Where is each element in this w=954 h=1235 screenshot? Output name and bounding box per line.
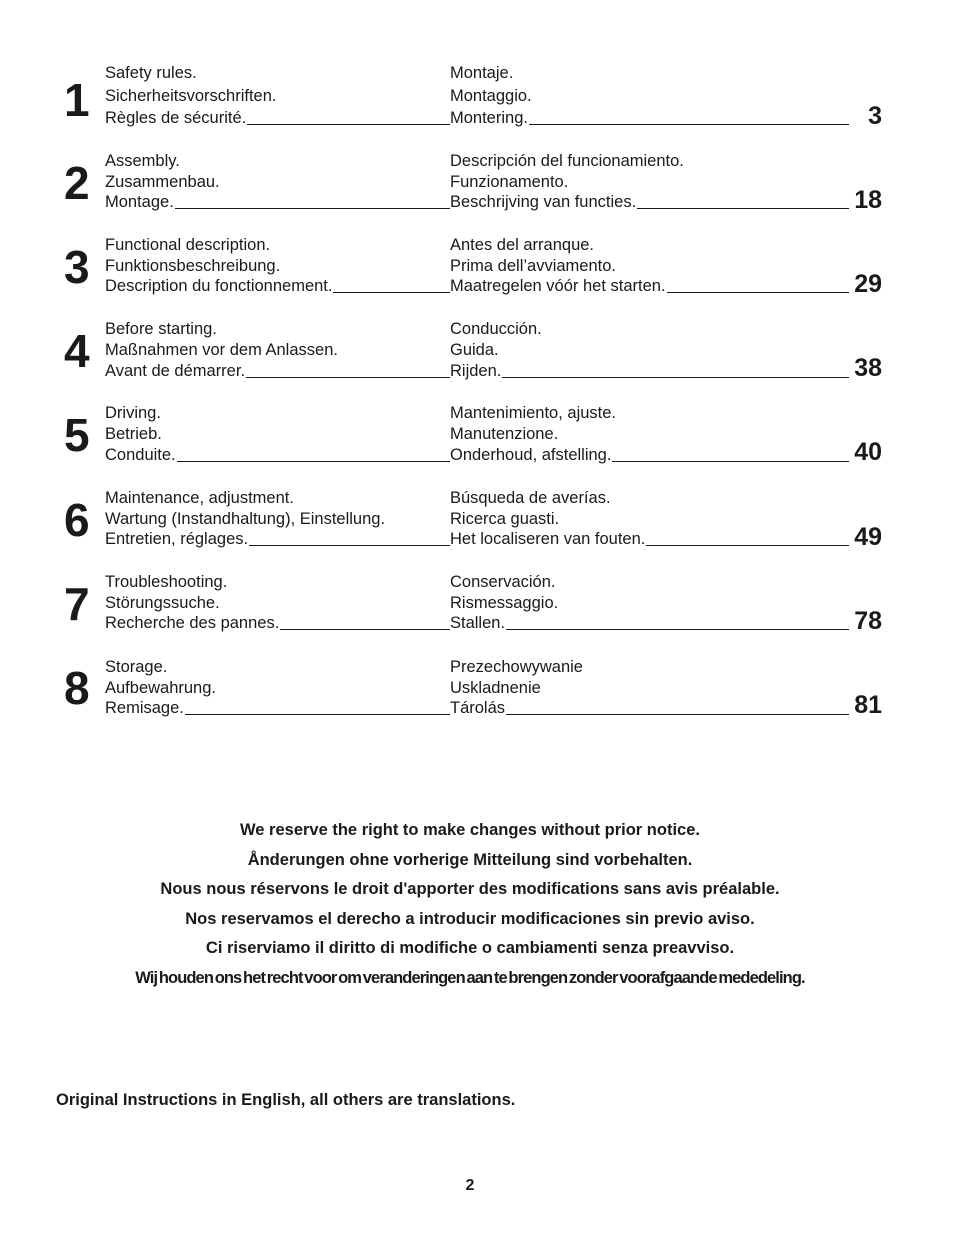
disclaimer-en: We reserve the right to make changes without prior notice.: [240, 821, 700, 839]
toc-title-nl-row: [450, 445, 849, 465]
toc-page-number: 3: [868, 102, 882, 130]
dot-leader: [280, 628, 450, 630]
toc-title-nl-row: [450, 276, 849, 296]
toc-title-fr-row: [105, 445, 450, 465]
toc-title-pl: Prezechowywanie: [450, 658, 583, 676]
toc-page-number: 78: [854, 607, 882, 635]
toc-title-en: Troubleshooting.: [105, 573, 228, 591]
toc-title-nl-row: [450, 192, 849, 212]
toc-title-fr-row: [105, 361, 450, 381]
toc-entry-5[interactable]: [0, 395, 954, 475]
toc-title-fr-row: [105, 108, 450, 128]
dot-leader: [247, 123, 450, 125]
toc-title-it: Ricerca guasti.: [450, 510, 560, 528]
toc-title-fr: Entretien, réglages.: [105, 530, 249, 548]
toc-title-en: Functional description.: [105, 236, 271, 254]
toc-entry-2[interactable]: [0, 143, 954, 223]
toc-title-nl: Rijden.: [450, 362, 502, 380]
toc-title-es: Descripción del funcionamiento.: [450, 152, 684, 170]
toc-title-de: Wartung (Instandhaltung), Einstellung.: [105, 510, 386, 528]
section-number: 5: [64, 409, 89, 461]
dot-leader: [529, 123, 849, 125]
dot-leader: [249, 544, 450, 546]
toc-page-number: 49: [854, 523, 882, 551]
dot-leader: [506, 628, 849, 630]
toc-title-it: Montaggio.: [450, 87, 532, 105]
toc-title-it: Funzionamento.: [450, 173, 569, 191]
toc-title-en: Assembly.: [105, 152, 180, 170]
toc-title-fr: Conduite.: [105, 446, 176, 464]
dot-leader: [506, 713, 849, 715]
dot-leader: [246, 376, 450, 378]
section-number: 4: [64, 325, 89, 377]
toc-title-nl-row: [450, 108, 849, 128]
toc-title-de: Störungssuche.: [105, 594, 220, 612]
toc-title-it: Manutenzione.: [450, 425, 559, 443]
dot-leader: [185, 713, 450, 715]
toc-title-fr-row: [105, 192, 450, 212]
section-number: 1: [64, 74, 89, 126]
toc-page-number: 38: [854, 354, 882, 382]
toc-title-fr-row: [105, 613, 450, 633]
toc-page-number: 29: [854, 270, 882, 298]
toc-title-de: Funktionsbeschreibung.: [105, 257, 281, 275]
toc-title-nl: Onderhoud, afstelling.: [450, 446, 612, 464]
toc-title-es: Búsqueda de averías.: [450, 489, 611, 507]
dot-leader: [646, 544, 849, 546]
toc-title-hu-row: [450, 698, 849, 718]
toc-title-fr: Montage.: [105, 193, 174, 211]
toc-title-de: Maßnahmen vor dem Anlassen.: [105, 341, 338, 359]
toc-entry-8[interactable]: [0, 648, 954, 728]
toc-title-fr-row: [105, 698, 450, 718]
toc-title-en: Storage.: [105, 658, 168, 676]
toc-title-de: Zusammenbau.: [105, 173, 220, 191]
toc-title-de: Aufbewahrung.: [105, 679, 216, 697]
toc-title-sk: Uskladnenie: [450, 679, 541, 697]
toc-page-number: 40: [854, 438, 882, 466]
section-number: 6: [64, 494, 89, 546]
section-number: 8: [64, 662, 89, 714]
toc-title-de: Betrieb.: [105, 425, 162, 443]
toc-title-es: Conducción.: [450, 320, 542, 338]
section-number: 7: [64, 578, 89, 630]
toc-title-en: Before starting.: [105, 320, 217, 338]
toc-title-es: Mantenimiento, ajuste.: [450, 404, 617, 422]
dot-leader: [637, 207, 849, 209]
toc-entry-6[interactable]: [0, 480, 954, 560]
toc-page-number: 18: [854, 186, 882, 214]
toc-title-nl-row: [450, 529, 849, 549]
toc-title-nl: Montering.: [450, 109, 528, 127]
toc-title-fr: Recherche des pannes.: [105, 614, 280, 632]
toc-title-hu: Tárolás: [450, 699, 506, 717]
toc-title-fr-row: [105, 276, 450, 296]
toc-title-it: Rismessaggio.: [450, 594, 559, 612]
toc-title-es: Montaje.: [450, 64, 514, 82]
toc-title-fr: Avant de démarrer.: [105, 362, 246, 380]
toc-entry-1[interactable]: [0, 60, 954, 140]
disclaimer-de: Ånderungen ohne vorherige Mitteilung sind vorbehalten.: [247, 850, 693, 869]
toc-title-en: Driving.: [105, 404, 161, 422]
toc-title-en: Maintenance, adjustment.: [105, 489, 294, 507]
toc-entry-3[interactable]: [0, 227, 954, 307]
toc-title-it: Guida.: [450, 341, 499, 359]
toc-title-de: Sicherheitsvorschriften.: [105, 87, 277, 105]
toc-title-nl-row: [450, 613, 849, 633]
toc-title-nl: Maatregelen vóór het starten.: [450, 277, 666, 295]
toc-title-fr-row: [105, 529, 450, 549]
toc-page-number: 81: [854, 691, 882, 719]
toc-title-es: Antes del arranque.: [450, 236, 595, 254]
toc-entry-4[interactable]: [0, 311, 954, 391]
disclaimer-fr: Nous nous réservons le droit d'apporter des modifications sans avis préalable.: [160, 880, 780, 898]
toc-entry-7[interactable]: [0, 564, 954, 644]
toc-title-nl: Beschrijving van functies.: [450, 193, 637, 211]
disclaimer-block: [0, 818, 940, 995]
toc-title-fr: Remisage.: [105, 699, 184, 717]
toc-title-nl: Het localiseren van fouten.: [450, 530, 646, 548]
disclaimer-it: Ci riserviamo il diritto di modifiche o cambiamenti senza preavviso.: [205, 939, 735, 957]
dot-leader: [177, 460, 450, 462]
dot-leader: [502, 376, 849, 378]
toc-title-fr: Description du fonctionnement.: [105, 277, 333, 295]
toc-title-nl: Stallen.: [450, 614, 506, 632]
toc-title-es: Conservación.: [450, 573, 556, 591]
toc-title-nl-row: [450, 361, 849, 381]
dot-leader: [175, 207, 450, 209]
dot-leader: [333, 291, 450, 293]
disclaimer-es: Nos reservamos el derecho a introducir modificaciones sin previo aviso.: [185, 909, 755, 928]
toc-title-it: Prima dell’avviamento.: [450, 257, 616, 275]
dot-leader: [612, 460, 849, 462]
section-number: 3: [64, 241, 89, 293]
original-instructions-note: Original Instructions in English, all others are translations.: [56, 1091, 516, 1109]
section-number: 2: [64, 157, 89, 209]
page-number: 2: [465, 1177, 475, 1194]
toc-title-en: Safety rules.: [105, 64, 197, 82]
toc-title-fr: Règles de sécurité.: [105, 109, 247, 127]
disclaimer-nl: Wij houden ons het recht voor om veranderingen aan te brengen zonder voorafgaande mededeling.: [135, 968, 805, 987]
